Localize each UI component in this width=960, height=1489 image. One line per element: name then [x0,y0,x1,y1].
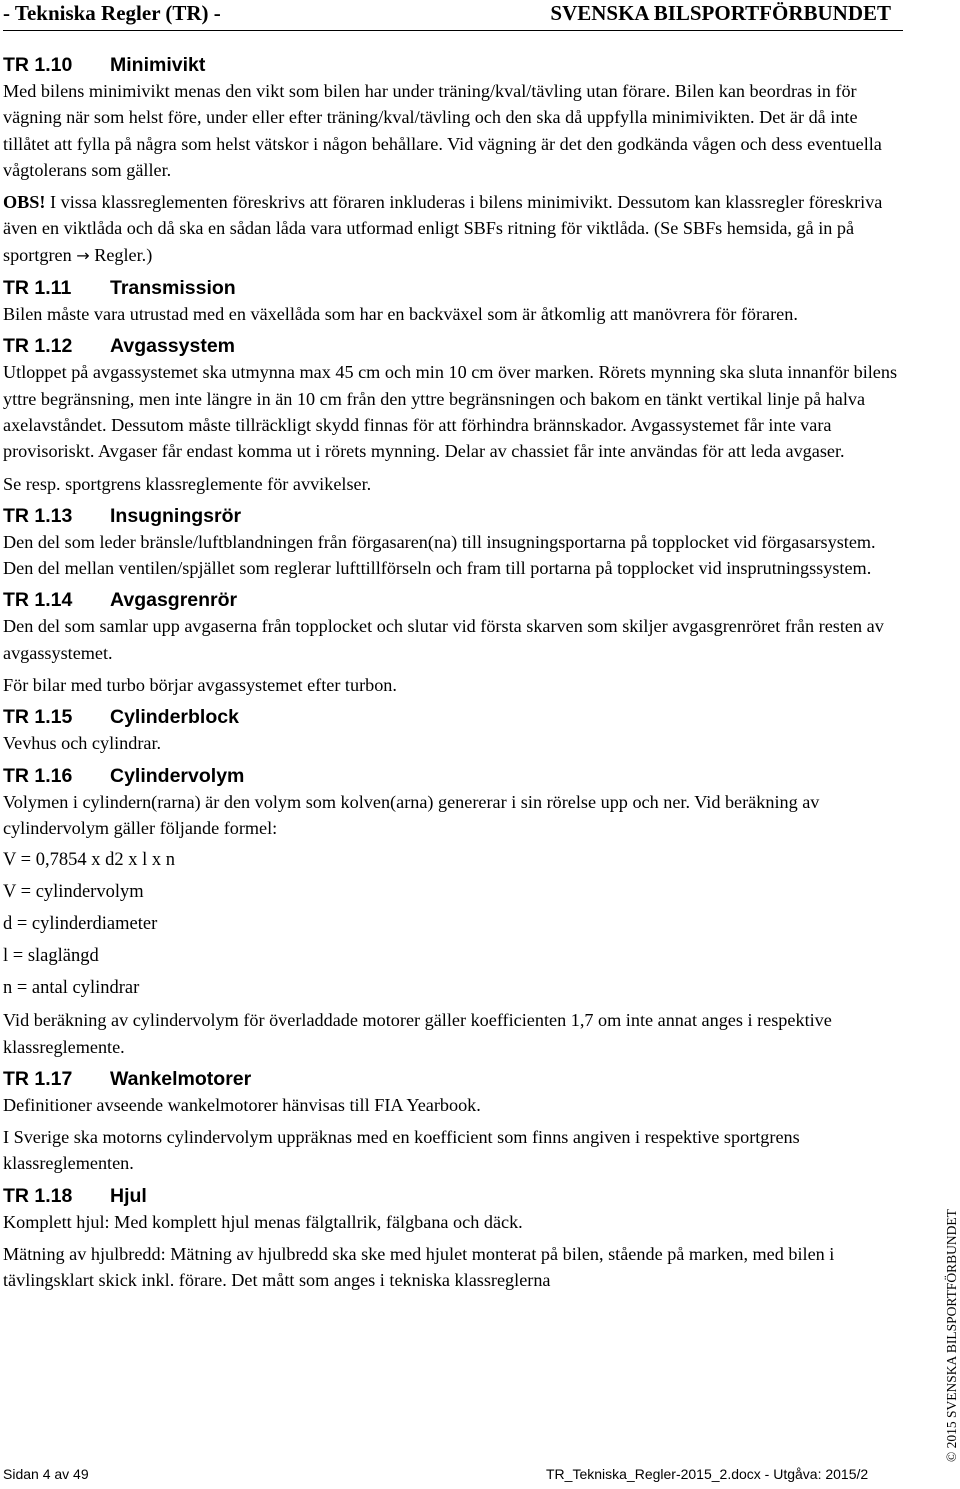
section-heading [3,1183,903,1209]
section-title: Cylindervolym [110,764,245,787]
paragraph: Volymen i cylindern(rarna) är den volym som kolven(arna) genererar i sin rörelse upp och ner. Vid beräkning av cylindervolym gäller följande formel: [3,791,820,838]
formula-line: V = 0,7854 x d2 x l x n [3,850,175,871]
formula-block [3,847,903,1001]
document-body [3,52,903,1300]
section-insugningsror [3,503,903,582]
paragraph: För bilar med turbo börjar avgassystemet efter turbon. [3,675,397,696]
formula-line: d = cylinderdiameter [3,914,158,935]
section-title: Hjul [110,1184,147,1207]
section-title: Minimivikt [110,54,206,76]
formula-line: l = slaglängd [3,946,99,967]
paragraph: Den del som samlar upp avgaserna från topplocket och slutar vid första skarven som skiljer avgasgrenröret från resten av avgassystemet. [3,616,884,663]
section-cylinderblock [3,704,903,756]
header-left-title: - Tekniska Regler (TR) - [3,1,221,25]
formula-line: n = antal cylindrar [3,978,140,999]
paragraph: Utloppet på avgassystemet ska utmynna max 45 cm och min 10 cm över marken. Rörets mynning ska sluta innanför bilens yttre begränsning, men inte längre in än 10 cm från den yttre begränsningen och bakom en tänkt vertikal linje på halva axelavståndet. Dessutom måste tillräckligt skydd finnas för att förhindra brännskador. Avgassystemet får inte vara provisoriskt. Avgaser får endast komma ut i rörets mynning. Delar av chassiet får inte användas för att leda avgaser. [3,362,898,462]
paragraph: Se resp. sportgrens klassreglemente för avvikelser. [3,473,372,494]
section-number: TR 1.10 [3,54,73,76]
section-number: TR 1.16 [3,764,73,787]
section-heading [3,763,903,789]
paragraph: Mätning av hjulbredd: Mätning av hjulbredd ska ske med hjulet monterat på bilen, stående på marken, med bilen i tävlingsklart skick inkl. förare. Det mått som anges i tekniska klassreglerna [3,1244,835,1291]
section-title: Transmission [110,277,236,300]
section-avgasgrenror [3,587,903,698]
section-number: TR 1.13 [3,504,73,527]
section-heading [3,587,903,613]
section-number: TR 1.17 [3,1067,73,1090]
paragraph: I Sverige ska motorns cylindervolym uppräknas med en koefficient som finns angiven i respektive sportgrens klassreglementen. [3,1127,800,1174]
section-transmission [3,275,903,327]
section-heading [3,704,903,730]
document-reference: TR_Tekniska_Regler-2015_2.docx - Utgåva: 2015/2 [546,1466,869,1482]
obs-text: I vissa klassreglementen föreskrivs att föraren inkluderas i bilens minimivikt. Dessutom kan klassregler föreskriva även en viktlåda och då ska en sådan låda vara utformad enligt SBFs ritning för viktlåda. (Se SBFs hemsida, gå in på sportgren [3,192,883,265]
paragraph: Den del som leder bränsle/luftblandningen från förgasaren(na) till insugningsportarna på topplocket vid förgasarsystem. Den del mellan ventilen/spjället som reglerar lufttillförseln och fram till portarna på topplocket vid insprutningssystem. [3,531,876,579]
section-title: Cylinderblock [110,706,239,729]
section-avgassystem [3,333,903,496]
section-title: Avgasgrenrör [110,589,238,612]
section-title: Avgassystem [110,335,236,358]
paragraph: Definitioner avseende wankelmotorer hänvisas till FIA Yearbook. [3,1094,481,1115]
section-heading [3,1066,903,1092]
paragraph: Med bilens minimivikt menas den vikt som bilen har under träning/kval/tävling utan förare. Bilen kan beordras in för vägning när som helst före, under eller efter träning/kval/tävling och den ska då uppfylla minimivikten. Det är då inte tillåtet att fylla på några som helst vätskor i någon behållare. Vid vägning är det den godkända vågen och dess eventuella vågtolerans som gäller. [3,81,882,180]
obs-end: Regler.) [89,244,153,265]
copyright-side-text: © 2015 SVENSKA BILSPORTFÖRBUNDET [944,1209,959,1462]
section-title: Insugningsrör [110,504,242,527]
section-minimivikt [3,52,903,269]
section-title: Wankelmotorer [110,1067,252,1090]
section-heading [3,52,903,78]
section-heading [3,275,903,301]
obs-label: OBS! [3,192,46,213]
section-number: TR 1.12 [3,335,73,358]
header-organization: SVENSKA BILSPORTFÖRBUNDET [550,1,891,25]
section-cylindervolym [3,763,903,1060]
section-number: TR 1.18 [3,1184,73,1207]
section-hjul [3,1183,903,1294]
page-header [3,0,903,31]
page-number: Sidan 4 av 49 [3,1466,89,1482]
formula-line: V = cylindervolym [3,882,144,903]
section-heading [3,503,903,529]
paragraph: Vid beräkning av cylindervolym för överladdade motorer gäller koefficienten 1,7 om inte annat anges i respektive klassreglemente. [3,1010,832,1057]
section-heading [3,333,903,359]
section-number: TR 1.11 [3,277,72,300]
section-number: TR 1.14 [3,589,73,612]
section-number: TR 1.15 [3,706,73,729]
paragraph: Vevhus och cylindrar. [3,733,162,754]
paragraph: Komplett hjul: Med komplett hjul menas fälgtallrik, fälgbana och däck. [3,1211,523,1232]
paragraph: Bilen måste vara utrustad med en växellåda som har en backväxel som är åtkomlig att manövrera för föraren. [3,304,798,325]
obs-paragraph [3,189,903,269]
section-wankelmotorer [3,1066,903,1177]
arrow-right-icon: → [76,245,90,265]
